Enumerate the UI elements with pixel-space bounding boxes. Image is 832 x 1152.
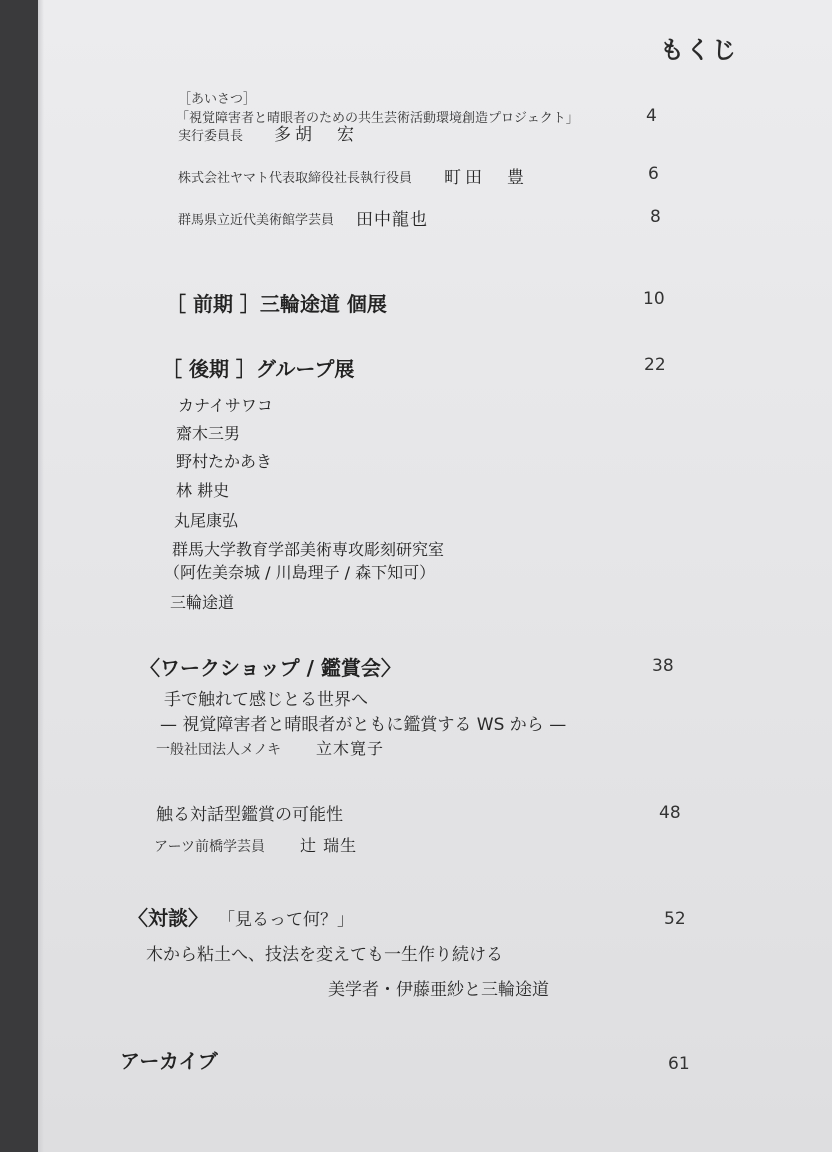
artist-item: 林 耕史 [176,481,230,500]
section-solo-exhibition: ［ 前期 ］三輪途道 個展 [166,292,387,316]
page-edge-shadow [38,0,44,1152]
section-dialogue: 〈対談〉 [128,906,208,930]
workshop-item1-title: 手で触れて感じとる世界へ [164,690,368,710]
workshop-item2-page: 48 [659,803,681,823]
yamato-name: 町田 豊 [444,168,528,188]
workshop-item2-title: 触る対話型鑑賞の可能性 [156,805,343,825]
chair-role: 実行委員長 [178,129,244,144]
artist-item: 野村たかあき [176,452,273,471]
section-dialogue-page: 52 [664,909,686,929]
section-group-page: 22 [644,355,666,375]
artist-item: 群馬大学教育学部美術専攻彫刻研究室 [172,540,445,559]
workshop-item1-subtitle: — 視覚障害者と晴眼者がともに鑑賞する WS から — [160,715,567,735]
project-title: 「視覚障害者と晴眼者のための共生芸術活動環境創造プロジェクト」 [176,111,579,126]
greetings-label: ［あいさつ］ [178,92,257,107]
artist-item: カナイサワコ [178,396,273,415]
museum-name: 田中龍也 [356,210,428,230]
artist-item: 三輪途道 [170,593,235,612]
workshop-item1-affiliation: 一般社団法人メノキ [156,742,282,758]
artist-item: 丸尾康弘 [174,511,239,530]
dialogue-line2: 美学者・伊藤亜紗と三輪途道 [328,980,549,1000]
page-title: もくじ [660,36,738,64]
museum-role: 群馬県立近代美術館学芸員 [178,213,335,228]
artist-item: （阿佐美奈城 / 川島理子 / 森下知可） [164,563,436,582]
section-group-exhibition: ［ 後期 ］グループ展 [162,357,355,381]
museum-page: 8 [650,207,661,227]
workshop-item2-name: 辻 瑞生 [300,836,358,855]
dialogue-line1: 木から粘土へ、技法を変えても一生作り続ける [146,945,503,965]
chair-page: 4 [646,106,657,126]
chair-name: 多胡 宏 [274,125,358,145]
section-archive: アーカイブ [120,1049,218,1073]
yamato-role: 株式会社ヤマト代表取締役社長執行役員 [178,171,413,186]
workshop-item1-name: 立木寛子 [316,739,385,758]
section-archive-page: 61 [668,1054,690,1074]
yamato-page: 6 [648,164,659,184]
section-dialogue-subtitle: 「見るって何？」 [218,910,354,930]
artist-item: 齋木三男 [176,424,241,443]
section-workshop: 〈ワークショップ / 鑑賞会〉 [140,656,401,680]
section-solo-page: 10 [643,289,665,309]
booklet-page [38,0,832,1152]
section-workshop-page: 38 [652,656,674,676]
workshop-item2-affiliation: アーツ前橋学芸員 [154,839,266,855]
